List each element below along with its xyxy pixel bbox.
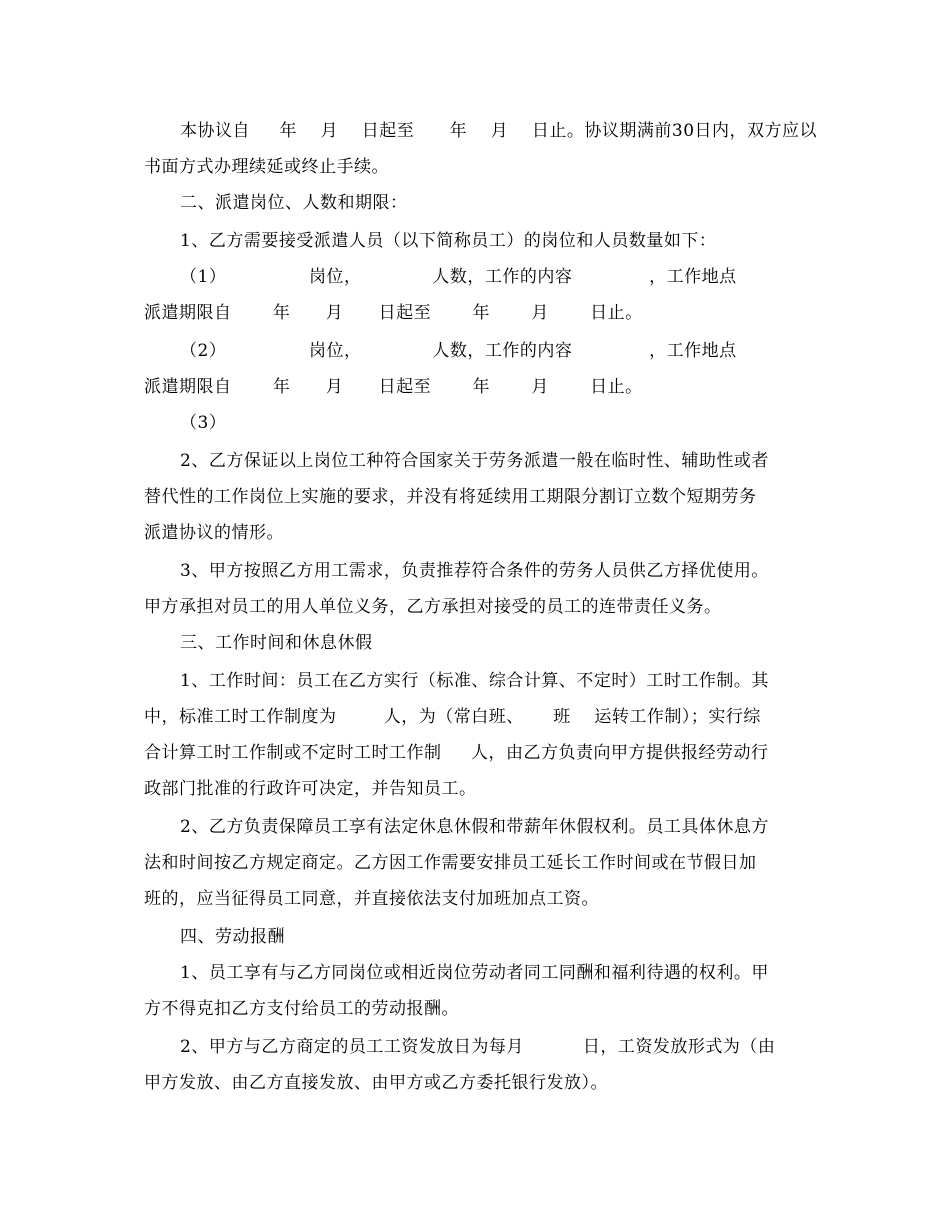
paragraph-line-18: 2、甲方与乙方商定的员工工资发放日为每月 日，工资发放形式为（由 (180, 1037, 776, 1057)
paragraph-line-3: 1、乙方需要接受派遣人员（以下简称员工）的岗位和人员数量如下： (180, 231, 717, 251)
paragraph-line-12: 政部门批准的行政许可决定，并告知员工。 (144, 779, 477, 799)
post-item-2-period: 派遣期限自 年 月 日起至 年 月 日止。 (144, 377, 643, 397)
section-heading-2: 二、派遣岗位、人数和期限： (180, 193, 408, 213)
paragraph-line-16: 1、员工享有与乙方同岗位或相近岗位劳动者同工同酬和福利待遇的权利。甲 (180, 963, 769, 983)
paragraph-line-17: 方不得克扣乙方支付给员工的劳动报酬。 (144, 999, 459, 1019)
section-heading-3: 三、工作时间和休息休假 (180, 633, 373, 653)
paragraph-line-7: 3、甲方按照乙方用工需求，负责推荐符合条件的劳务人员供乙方择优使用。 (180, 561, 769, 581)
paragraph-line-13: 2、乙方负责保障员工享有法定休息休假和带薪年休假权利。员工具体休息方 (180, 817, 769, 837)
paragraph-line-15: 班的，应当征得员工同意，并直接依法支付加班加点工资。 (144, 889, 599, 909)
paragraph-line-5: 替代性的工作岗位上实施的要求，并没有将延续用工期限分割订立数个短期劳务 (144, 487, 757, 507)
paragraph-line-10: 中，标准工时工作制度为 人，为（常白班、 班 运转工作制）；实行综 (144, 707, 761, 727)
post-item-1-period: 派遣期限自 年 月 日起至 年 月 日止。 (144, 303, 643, 323)
paragraph-line-8: 甲方承担对员工的用人单位义务，乙方承担对接受的员工的连带责任义务。 (144, 597, 722, 617)
paragraph-line-14: 法和时间按乙方规定商定。乙方因工作需要安排员工延长工作时间或在节假日加 (144, 853, 757, 873)
paragraph-line-2: 书面方式办理续延或终止手续。 (144, 157, 389, 177)
post-item-3: （3） (180, 413, 227, 433)
section-heading-4: 四、劳动报酬 (180, 927, 285, 947)
post-item-2: （2） 岗位， 人数，工作的内容 ，工作地点 (180, 341, 737, 361)
paragraph-line-11: 合计算工时工作制或不定时工时工作制 人，由乙方负责向甲方提供报经劳动行 (144, 743, 769, 763)
paragraph-line-4: 2、乙方保证以上岗位工种符合国家关于劳务派遣一般在临时性、辅助性或者 (180, 451, 769, 471)
paragraph-line-9: 1、工作时间：员工在乙方实行（标准、综合计算、不定时）工时工作制。其 (180, 671, 769, 691)
paragraph-line-6: 派遣协议的情形。 (144, 523, 284, 543)
paragraph-line-1: 本协议自 年 月 日起至 年 月 日止。协议期满前30日内，双方应以 (180, 121, 818, 141)
post-item-1: （1） 岗位， 人数，工作的内容 ，工作地点 (180, 267, 737, 287)
paragraph-line-19: 甲方发放、由乙方直接发放、由甲方或乙方委托银行发放）。 (144, 1073, 608, 1093)
